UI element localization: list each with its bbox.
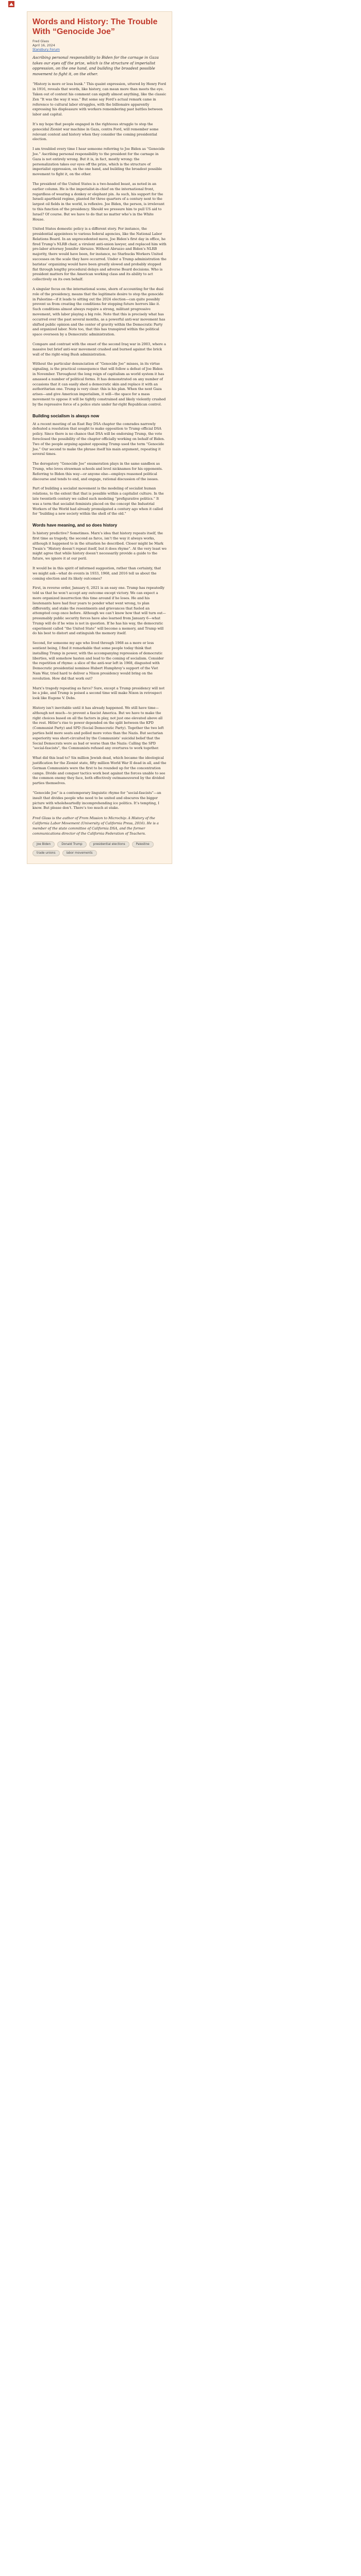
article-title: Words and History: The Trouble With “Genocide Joe” [32, 18, 158, 36]
paragraph: Marx’s tragedy repeating as farce? Sure, except a Trump presidency will not be a joke, and Trump is poised a second time will make Nixon in retrospect look like Eugene V. Debs. [32, 686, 165, 701]
article [27, 11, 172, 864]
paragraph: I am troubled every time I hear someone referring to Joe Biden as “Genocide Joe.” Ascribing personal responsibility to the president for the carnage in Gaza is not entirely wrong. But it is, in fact, mostly wrong: the personalization takes our eyes off the prize, which is the structure of imperialist oppression, on the one hand, and building the broadest possible movement to fight it, on the other. [32, 147, 165, 177]
article-lede: Ascribing personal responsibility to Biden for the carnage in Gaza takes our eyes off the prize, which is the structure of imperialist oppression, on the one hand, and building the broadest possible movement to fight it, on the other. [32, 55, 159, 76]
author-bio: Fred Glass is the author of From Mission to Microchip: A History of the California Labor Movement (University of California Press, 2016). He is a member of the state committee of California DSA, and the former communications director of the California Federation of Teachers. [32, 816, 159, 836]
source-link[interactable]: Stansbury Forum [32, 48, 60, 52]
paragraph: The derogatory “Genocide Joe” enumeration plays in the same sandbox as Trump, who loves strawman schools and level nicknames for his opponents. Referring to Biden this way—or anyone else—employs reasoned political discourse and tends to end, and engage, rational discussion of the issues. [32, 462, 163, 481]
article-body [32, 82, 167, 856]
tag-list [32, 841, 167, 856]
top-bar [0, 0, 361, 7]
paragraph: History isn’t inevitable until it has already happened. We still have time—although not much—to prevent a fascist America. But we have to make the right choices based on all the factors in play, not just one elevated above all the rest. Hitler’s rise to power depended on the split between the KPD (Communist Party) and SPD (Social Democratic Party). Together the two left parties held more seats and polled more votes than the Nazis. But sectarian superiority was short-circuited by the Communists’ suicidal belief that the Social Democrats were as bad or worse than the Nazis: Calling the SPD “social-fascists”, the Communists refused any overtures to work together. [32, 706, 164, 751]
paragraph: It would be in this spirit of informed suggestion, rather than certainty, that we might ask—what do events in 1933, 1968, and 2016 tell us about the coming election and its likely outcomes? [32, 566, 161, 581]
tag[interactable]: Joe Biden [32, 841, 55, 848]
site-logo-icon[interactable] [8, 1, 14, 7]
paragraph: What did this lead to? Six million Jewish dead, which became the ideological justification for the Zionist state, fifty million World War II dead in all, and the German Communists were the first to be rounded up for the concentration camps. Divide and conquer tactics work best against the forces unable to see the common enemy they face, both effectively outmaneuvered by the divided parties themselves. [32, 756, 167, 786]
tag[interactable]: Donald Trump [57, 841, 86, 848]
paragraph: First, in reverse order, January 6, 2021 is an easy one. Trump has repeatedly told us that he won’t accept any outcome except victory. We can expect a more organized insurrection this time around if he loses. He and his lieutenants have had four years to ponder what went wrong, to plan differently, and stake the resentments and grievances that fueled an attempted coup once before. Although we can’t know how that will turn out—presumably public security forces have also learned from January 6—what Trump will do if he wins is not in question. If he has his way, the democratic experiment called “the United State” will become a memory, and Trump will do his best to distort and extinguish the memory itself. [32, 586, 166, 636]
byline: Fred Glass [32, 40, 49, 43]
paragraph: Compare and contrast with the onset of the second Iraq war in 2003, where a massive but brief anti-war movement crashed and burned against the brick wall of the right-wing Bush administration. [32, 342, 166, 357]
article-meta [32, 40, 167, 52]
paragraph: Is history predictive? Sometimes. Marx’s idea that history repeats itself, the first time as tragedy, the second as farce, isn’t the way it always works, although it happened to in the situation he described. Closer might be Mark Twain’s “History doesn’t repeat itself, but it does rhyme”. At the very least we might agree that while history doesn’t necessarily provide a guide to the future, we ignore it at our peril. [32, 531, 167, 561]
publish-date: April 16, 2024 [32, 44, 55, 47]
paragraph: The president of the United States is a two-headed beast, as noted in an earlier column. He is the imperialist-in-chief on the international front, regardless of wearing a donkey or elephant pin. As such, his support for the Israeli apartheid regime, planted for three quarters of a century next to the largest oil fields in the world, is reflexive. Joe Biden, the person, is irrelevant to this function of the presidency. Should we pressure him to pull US aid to Israel? Of course. But we have to do that no matter who’s in the White House. [32, 181, 165, 222]
paragraph: Part of building a socialist movement is the modeling of socialist human relations, to the extent that that is possible within a capitalist culture. In the late twentieth century we called such modeling “prefigurative politics.” It was a term that socialist feminists placed on the concept the Industrial Workers of the World had already promulgated a century ago when it called for “building a new society within the shell of the old.” [32, 486, 164, 516]
paragraph: A singular focus on the international scene, shorn of accounting for the dual role of the presidency, means that the legitimate desire to stop the genocide in Palestine—if it leads to sitting out the 2024 election—can quite possibly prevent us from creating the conditions for stopping future horrors like it. Such conditions almost always require a strong, militant progressive movement, with labor playing a big role. Note that this is precisely what has occurred over the past several months, as a powerful anti-war movement has shifted public opinion and the center of gravity within the Democratic Party and organized labor. Note too, that this has transpired within the political space overseen by a Democratic administration. [32, 287, 166, 337]
paragraph: Without the particular denunciation of “Genocide Joe” misses, in its virtue signaling, is the practical consequence that will follow a defeat of Joe Biden in November. Throughout the long reign of capitalism as world system it has amassed a number of political forms. It has demonstrated on any number of occasions that it can easily shed a democratic skin and replace it with an authoritarian one. Trump is very clear: this is his plan. When the next Gaza arises—and give American imperialism, it will—the space for a mass movement to oppose it will be tightly constrained and likely violently crushed by the repressive force of a police state under far-right Republican control. [32, 362, 166, 406]
paragraph: Second, for someone my age who lived through 1968 as a more or less sentient being, I find it remarkable that some people today think that installing Trump in power, with the accompanying repression of democratic liberties, will somehow hasten and lead to the coming of socialism. Consider the repetition of rhyme: a slice of the anti-war left in 1968, disgusted with Democratic presidential nominee Hubert Humphrey’s support of the Viet Nam War, tried hard to deliver a Nixon presidency would bring on the revolution. How did that work out? [32, 641, 164, 681]
paragraph: United States domestic policy is a different story. For instance, the presidential appointees to various federal agencies, like the National Labor Relations Board. In an unprecedented move, Joe Biden’s first day in office, he fired Trump’s NLRB chair, a virulent anti-union lawyer, and replaced him with pro-labor attorney Jennifer Abruzzo. Without Abruzzo and Biden’s NLRB majority, there would have been, for instance, no Starbucks Workers United successes on the scale they have occurred. Under a Trump administration the baristas’ organizing would have been greatly slowed and probably stopped flat through lengthy procedural delays and adverse Board decisions. Who is president matters for the American working class and its ability to act collectively on its own behalf. [32, 227, 167, 282]
tag[interactable]: presidential elections [89, 841, 129, 848]
tag[interactable]: Palestine [132, 841, 154, 848]
paragraph: At a recent meeting of an East Bay DSA chapter the comrades narrowly defeated a resolution that sought to make opposition to Trump official DSA policy. Since there is no chance that DSA will be endorsing Trump, the vote foreclosed the possibility of the chapter officially working on behalf of Biden. Two of the people arguing against opposing Trump used the term “Genocide Joe.” Our second to make the phrase itself his main argument, repeating it several times. [32, 421, 165, 456]
paragraph: “History is more or less bunk.” This quaint expression, uttered by Henry Ford in 1916, reveals that words, like history, can mean more than meets the eye. Taken out of context his comment can signify almost anything, like the classic Zen “It was the way it was.” But some say Ford’s actual remark came in reference to cultural labor struggles, with the billionaire apparently expressing his displeasure with workers remembering past battles between labor and capital. [32, 82, 167, 117]
paragraph: “Genocide Joe” is a contemporary linguistic rhyme for “social-fascists”—an insult that divides people who need to be united and obscures the bigger picture with wholeheartedly incomprehending ice politics. It’s tempting, I know. But please don’t. There’s too much at stake. [32, 791, 161, 810]
paragraph: It’s my hope that people engaged in the righteous struggle to stop the genocidal Zionist war machine in Gaza, contra Ford, will remember some relevant context and history when they consider the coming presidential election. [32, 122, 159, 142]
section-heading: Building socialism is always now [32, 413, 100, 418]
tag[interactable]: labor movements [62, 850, 97, 856]
tag[interactable]: trade unions [32, 850, 60, 856]
section-heading: Words have meaning, and so does history [32, 523, 118, 528]
